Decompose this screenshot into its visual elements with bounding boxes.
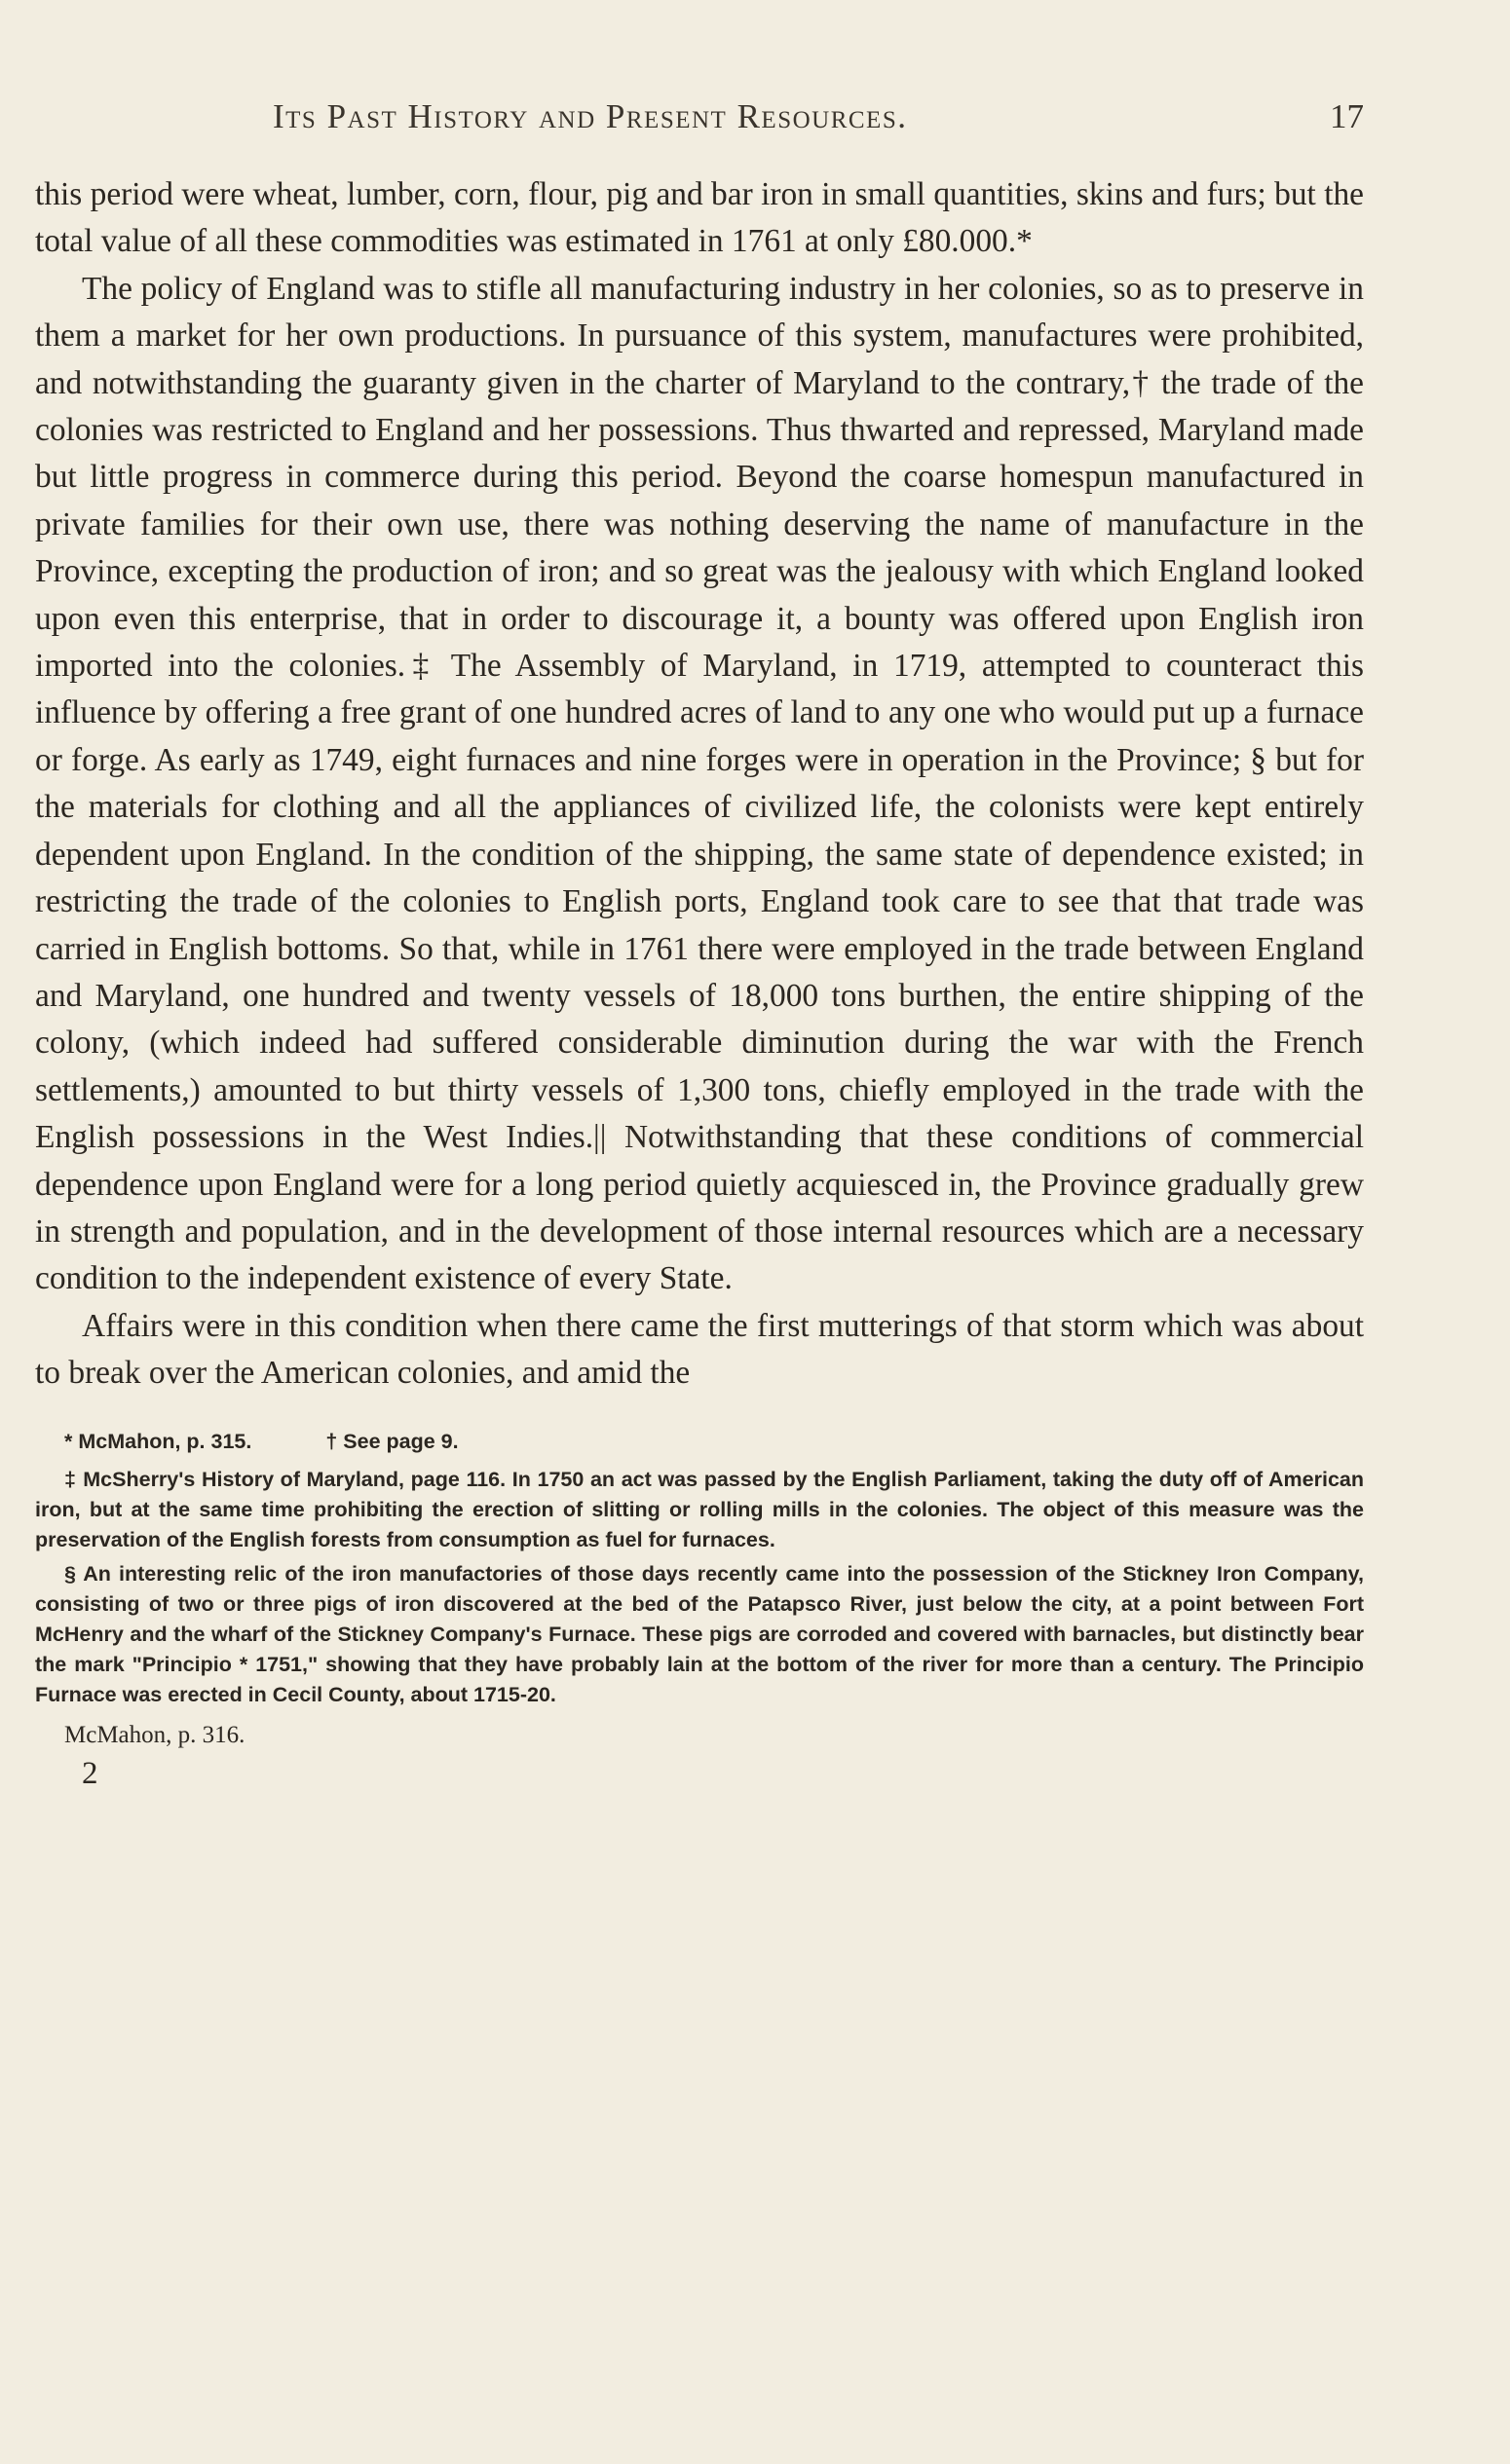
page-number: 17 [1330,97,1364,135]
signature-mark: 2 [82,1755,98,1791]
footnote-double-dagger: ‡ McSherry's History of Maryland, page 116. In 1750 an act was passed by the English Parliament, taking the duty off of American iron, but at the same time prohibiting the erection of slitting or rolling mills in the colonies. The object of this measure was the preservation of the English forests from consumption as fuel for furnaces. [35,1467,1364,1551]
footnote-section: § An interesting relic of the iron manufactories of those days recently came into the possession of the Stickney Iron Company, consisting of two or three pigs of iron discovered at the bed of the Patapsco River, just below the city, at a point between Fort McHenry and the wharf of the Stickney Company's Furnace. These pigs are corroded and covered with barnacles, but distinctly bear the mark "Principio * 1751," showing that they have probably lain at the bottom of the river for more than a century. The Principio Furnace was erected in Cecil County, about 1715-20. [35,1561,1364,1706]
footnote-star: * McMahon, p. 315. [64,1429,252,1453]
page [35,93,1364,1792]
footnote-parallel: McMahon, p. 316. [64,1721,245,1748]
running-title: Its Past History and Present Resources. [273,97,908,135]
paragraph-policy-of-england: The policy of England was to stifle all manufacturing industry in her colonies, so as to preserve in them a market for her own productions. In pursuance of this system, manufactures were prohibited, and notwithstanding the guaranty given in the charter of Maryland to the contrary,† the trade of the colonies was restricted to England and her possessions. Thus thwarted and repressed, Maryland made but little progress in commerce during this period. Beyond the coarse homespun manufactured in private families for their own use, there was nothing deserving the name of manufacture in the Province, excepting the production of iron; and so great was the jealousy with which England looked upon even this enterprise, that in order to discourage it, a bounty was offered upon English iron imported into the colonies.‡ The Assembly of Maryland, in 1719, attempted to counteract this influence by offering a free grant of one hundred acres of land to any one who would put up a furnace or forge. As early as 1749, eight furnaces and nine forges were in operation in the Province; § but for the materials for clothing and all the appliances of civilized life, the colonists were kept entirely dependent upon England. In the condition of the shipping, the same state of dependence existed; in restricting the trade of the colonies to English ports, England took care to see that that trade was carried in English bottoms. So that, while in 1761 there were employed in the trade between England and Maryland, one hundred and twenty vessels of 18,000 tons burthen, the entire shipping of the colony, (which indeed had suffered considerable diminution during the war with the French settlements,) amounted to but thirty vessels of 1,300 tons, chiefly employed in the trade with the English possessions in the West Indies.|| Notwithstanding that these conditions of commercial dependence upon England were for a long period quietly acquiesced in, the Province gradually grew in strength and population, and in the development of those internal resources which are a necessary condition to the independent existence of every State. [35,270,1364,1297]
footnote-dagger: † See page 9. [325,1429,459,1453]
footnotes [35,1427,1364,1750]
running-head [35,93,1364,152]
footnote-row-1 [35,1427,1364,1457]
paragraph-continuation: this period were wheat, lumber, corn, flour, pig and bar iron in small quantities, skins and furs; but the total value of all these commodities was estimated in 1761 at only £80.000.* [35,176,1364,260]
body-text [35,171,1364,1398]
paragraph-affairs: Affairs were in this condition when there came the first mutterings of that storm which was about to break over the American colonies, and amid the [35,1307,1364,1392]
